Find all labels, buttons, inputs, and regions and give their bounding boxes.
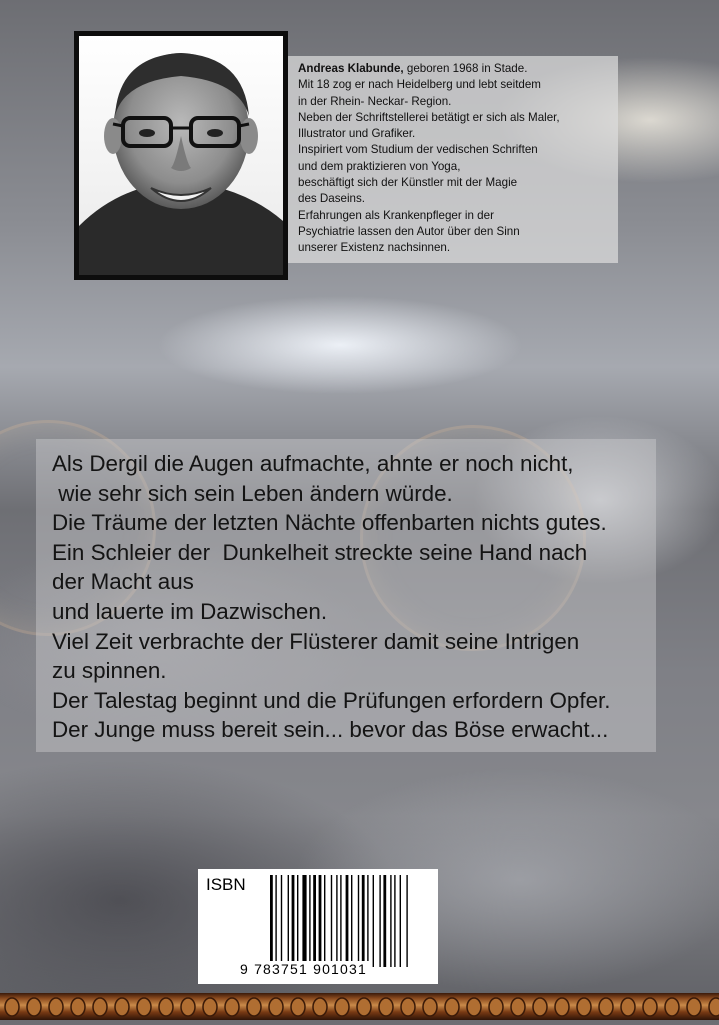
frame-bead <box>313 998 327 1016</box>
frame-bead <box>467 998 481 1016</box>
bio-line: Illustrator und Grafiker. <box>298 127 416 141</box>
barcode-bar <box>331 875 332 967</box>
barcode-bar <box>406 875 407 967</box>
frame-bead <box>49 998 63 1016</box>
frame-bead <box>489 998 503 1016</box>
barcode-bar <box>362 875 365 967</box>
bio-line: Inspiriert vom Studium der vedischen Schriften <box>298 143 538 157</box>
barcode-bar <box>340 875 341 967</box>
blurb-line: und lauerte im Dazwischen. <box>52 598 328 624</box>
bio-line: unserer Existenz nachsinnen. <box>298 241 451 255</box>
frame-bead <box>203 998 217 1016</box>
barcode-bar <box>367 875 368 967</box>
author-bio <box>288 56 618 263</box>
frame-bead <box>533 998 547 1016</box>
barcode-bar <box>297 875 298 967</box>
frame-bead <box>709 998 719 1016</box>
barcode-bar <box>346 875 349 967</box>
barcode-bar <box>270 875 273 967</box>
bio-line: in der Rhein- Neckar- Region. <box>298 94 452 108</box>
frame-bead <box>357 998 371 1016</box>
blurb-line: Der Talestag beginnt und die Prüfungen erfordern Opfer. <box>52 687 611 713</box>
barcode-bar <box>336 875 337 967</box>
bio-line: des Daseins. <box>298 192 366 206</box>
barcode-bar <box>309 875 310 967</box>
frame-bead <box>181 998 195 1016</box>
blurb-line: Die Träume der letzten Nächte offenbarten nichts gutes. <box>52 510 607 536</box>
blurb-line: Viel Zeit verbrachte der Flüsterer damit seine Intrigen <box>52 628 580 654</box>
author-portrait <box>74 31 288 280</box>
barcode-bar <box>379 875 380 967</box>
frame-bead <box>511 998 525 1016</box>
frame-bead <box>247 998 261 1016</box>
barcode-icon <box>270 875 432 967</box>
barcode-bar <box>358 875 359 967</box>
bio-line: Mit 18 zog er nach Heidelberg und lebt seitdem <box>298 78 541 92</box>
book-blurb <box>36 439 656 752</box>
author-name: Andreas Klabunde, <box>298 62 404 75</box>
barcode-bar <box>275 875 276 967</box>
frame-bead <box>93 998 107 1016</box>
bio-line: Erfahrungen als Krankenpfleger in der <box>298 208 494 222</box>
barcode-bar <box>324 875 325 967</box>
barcode-bar <box>288 875 289 967</box>
frame-bead <box>291 998 305 1016</box>
barcode-bar <box>373 875 374 967</box>
blurb-line: Der Junge muss bereit sein... bevor das Böse erwacht... <box>52 717 609 743</box>
frame-bead <box>27 998 41 1016</box>
frame-bead <box>401 998 415 1016</box>
frame-bead <box>115 998 129 1016</box>
isbn-label: ISBN <box>206 875 246 894</box>
frame-bead <box>621 998 635 1016</box>
frame-bead <box>577 998 591 1016</box>
frame-bead <box>687 998 701 1016</box>
frame-bead <box>445 998 459 1016</box>
isbn-number: 9 783751 901031 <box>240 961 367 977</box>
barcode-bar <box>313 875 316 967</box>
bio-line <box>298 61 608 77</box>
bio-text: geboren 1968 in Stade. <box>403 62 528 75</box>
barcode-bar <box>319 875 322 967</box>
bio-line: beschäftigt sich der Künstler mit der Magie <box>298 176 518 190</box>
frame-bead <box>225 998 239 1016</box>
bio-line: Psychiatrie lassen den Autor über den Sinn <box>298 224 520 238</box>
frame-bead <box>159 998 173 1016</box>
frame-bead <box>665 998 679 1016</box>
blurb-line: Ein Schleier der Dunkelheit streckte seine Hand nach <box>52 539 588 565</box>
barcode-bar <box>351 875 352 967</box>
barcode-bar <box>383 875 386 967</box>
blurb-line: wie sehr sich sein Leben ändern würde. <box>52 480 453 506</box>
frame-bead <box>599 998 613 1016</box>
frame-bead <box>5 998 19 1016</box>
isbn-barcode-box <box>198 869 438 984</box>
barcode-bar <box>292 875 295 967</box>
frame-bead <box>269 998 283 1016</box>
author-photo <box>79 36 283 275</box>
frame-bead <box>335 998 349 1016</box>
blurb-line: zu spinnen. <box>52 658 167 684</box>
frame-bead <box>379 998 393 1016</box>
barcode-bar <box>400 875 401 967</box>
blurb-line: der Macht aus <box>52 569 194 595</box>
frame-bead <box>137 998 151 1016</box>
bio-line: und dem praktizieren von Yoga, <box>298 159 461 173</box>
barcode-bar <box>281 875 282 967</box>
frame-bead <box>643 998 657 1016</box>
barcode-bar <box>390 875 391 967</box>
blurb-line: Als Dergil die Augen aufmachte, ahnte er noch nicht, <box>52 451 574 476</box>
ornamental-frame-border <box>0 993 719 1020</box>
frame-bead <box>555 998 569 1016</box>
barcode-bar <box>302 875 306 967</box>
barcode-bar <box>394 875 395 967</box>
bio-line: Neben der Schriftstellerei betätigt er sich als Maler, <box>298 110 560 124</box>
frame-bead <box>71 998 85 1016</box>
frame-ornament <box>0 993 719 1020</box>
frame-bead <box>423 998 437 1016</box>
